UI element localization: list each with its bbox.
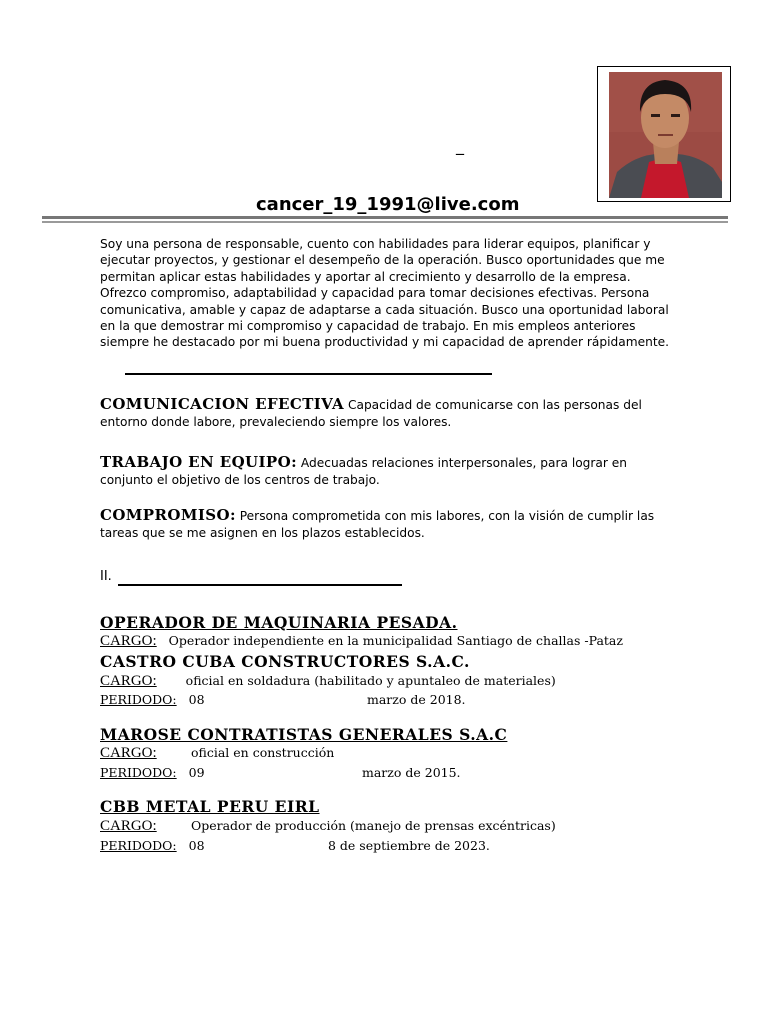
skill-text: Persona comprometida con mis labores, con la visión de cumplir las tareas que se me asignen en los plazos establecidos. — [100, 509, 655, 540]
cargo-value: Operador de producción (manejo de prensas excéntricas) — [190, 818, 556, 833]
skill-title: COMUNICACION EFECTIVA — [100, 395, 345, 413]
job-company-1: CASTRO CUBA CONSTRUCTORES S.A.C. — [100, 652, 470, 671]
job-company-2: MAROSE CONTRATISTAS GENERALES S.A.C — [100, 725, 508, 744]
job-company-3: CBB METAL PERU EIRL — [100, 797, 320, 816]
skill-title: COMPROMISO: — [100, 506, 236, 524]
skill-text: Capacidad de comunicarse con las personas del entorno donde labore, prevaleciendo siempre los valores. — [100, 398, 642, 429]
cargo-value: Operador independiente en la municipalidad Santiago de challas -Pataz — [168, 633, 623, 648]
header-rule-bottom — [42, 221, 728, 223]
section-ii-label: II. — [100, 569, 112, 584]
skill-trabajo-equipo — [100, 454, 680, 488]
cargo-value: oficial en soldadura (habilitado y apuntaleo de materiales) — [185, 673, 556, 688]
job-cargo-row-3 — [100, 818, 556, 835]
job-periodo-row-2 — [100, 765, 205, 780]
cargo-value: oficial en construcción — [190, 745, 335, 760]
email-address: cancer_19_1991@live.com — [256, 194, 520, 215]
periodo-label: PERIDODO: — [100, 692, 177, 707]
profile-summary: Soy una persona de responsable, cuento con habilidades para liderar equipos, planificar y ejecutar proyectos, y gestionar el desempeño de la operación. Busco oportunidades que me permitan aplicar estas habilidades y aportar al crecimiento y desarrollo de la empresa. Ofrezco compromiso, adaptabilidad y capacidad para tomar decisiones efectivas. Persona comunicativa, amable y capaz de adaptarse a cada situación. Busco una oportunidad laboral en la que demostrar mi compromiso y capacidad de trabajo. En mis empleos anteriores siempre he destacado por mi buena productividad y mi capacidad de aprender rápidamente. — [100, 237, 669, 350]
cargo-label: CARGO: — [100, 673, 157, 689]
cargo-label: CARGO: — [100, 633, 157, 649]
profile-photo — [609, 72, 722, 198]
header-dash: _ — [456, 136, 464, 155]
skill-text: Adecuadas relaciones interpersonales, para lograr en conjunto el objetivo de los centros de trabajo. — [100, 456, 628, 487]
periodo-start: 09 — [188, 765, 205, 780]
skill-comunicacion — [100, 396, 680, 430]
periodo-label: PERIDODO: — [100, 838, 177, 853]
job-periodo-row-3 — [100, 838, 205, 853]
job-cargo-row-0 — [100, 633, 623, 650]
header-rule-top — [42, 216, 728, 219]
job-cargo-row-2 — [100, 745, 334, 762]
job-cargo-row-1 — [100, 673, 556, 690]
section-ii-line — [118, 584, 402, 586]
periodo-end-2: marzo de 2015. — [362, 765, 461, 780]
job-company-0: OPERADOR DE MAQUINARIA PESADA. — [100, 613, 458, 632]
cargo-label: CARGO: — [100, 745, 157, 761]
periodo-end-1: marzo de 2018. — [367, 692, 466, 707]
periodo-end-3: 8 de septiembre de 2023. — [328, 838, 490, 853]
section-divider-line — [125, 373, 492, 375]
periodo-start: 08 — [188, 838, 205, 853]
skill-compromiso — [100, 507, 680, 541]
periodo-label: PERIDODO: — [100, 765, 177, 780]
periodo-start: 08 — [188, 692, 205, 707]
skill-title: TRABAJO EN EQUIPO: — [100, 453, 298, 471]
job-periodo-row-1 — [100, 692, 205, 707]
profile-photo-frame — [597, 66, 731, 202]
cargo-label: CARGO: — [100, 818, 157, 834]
